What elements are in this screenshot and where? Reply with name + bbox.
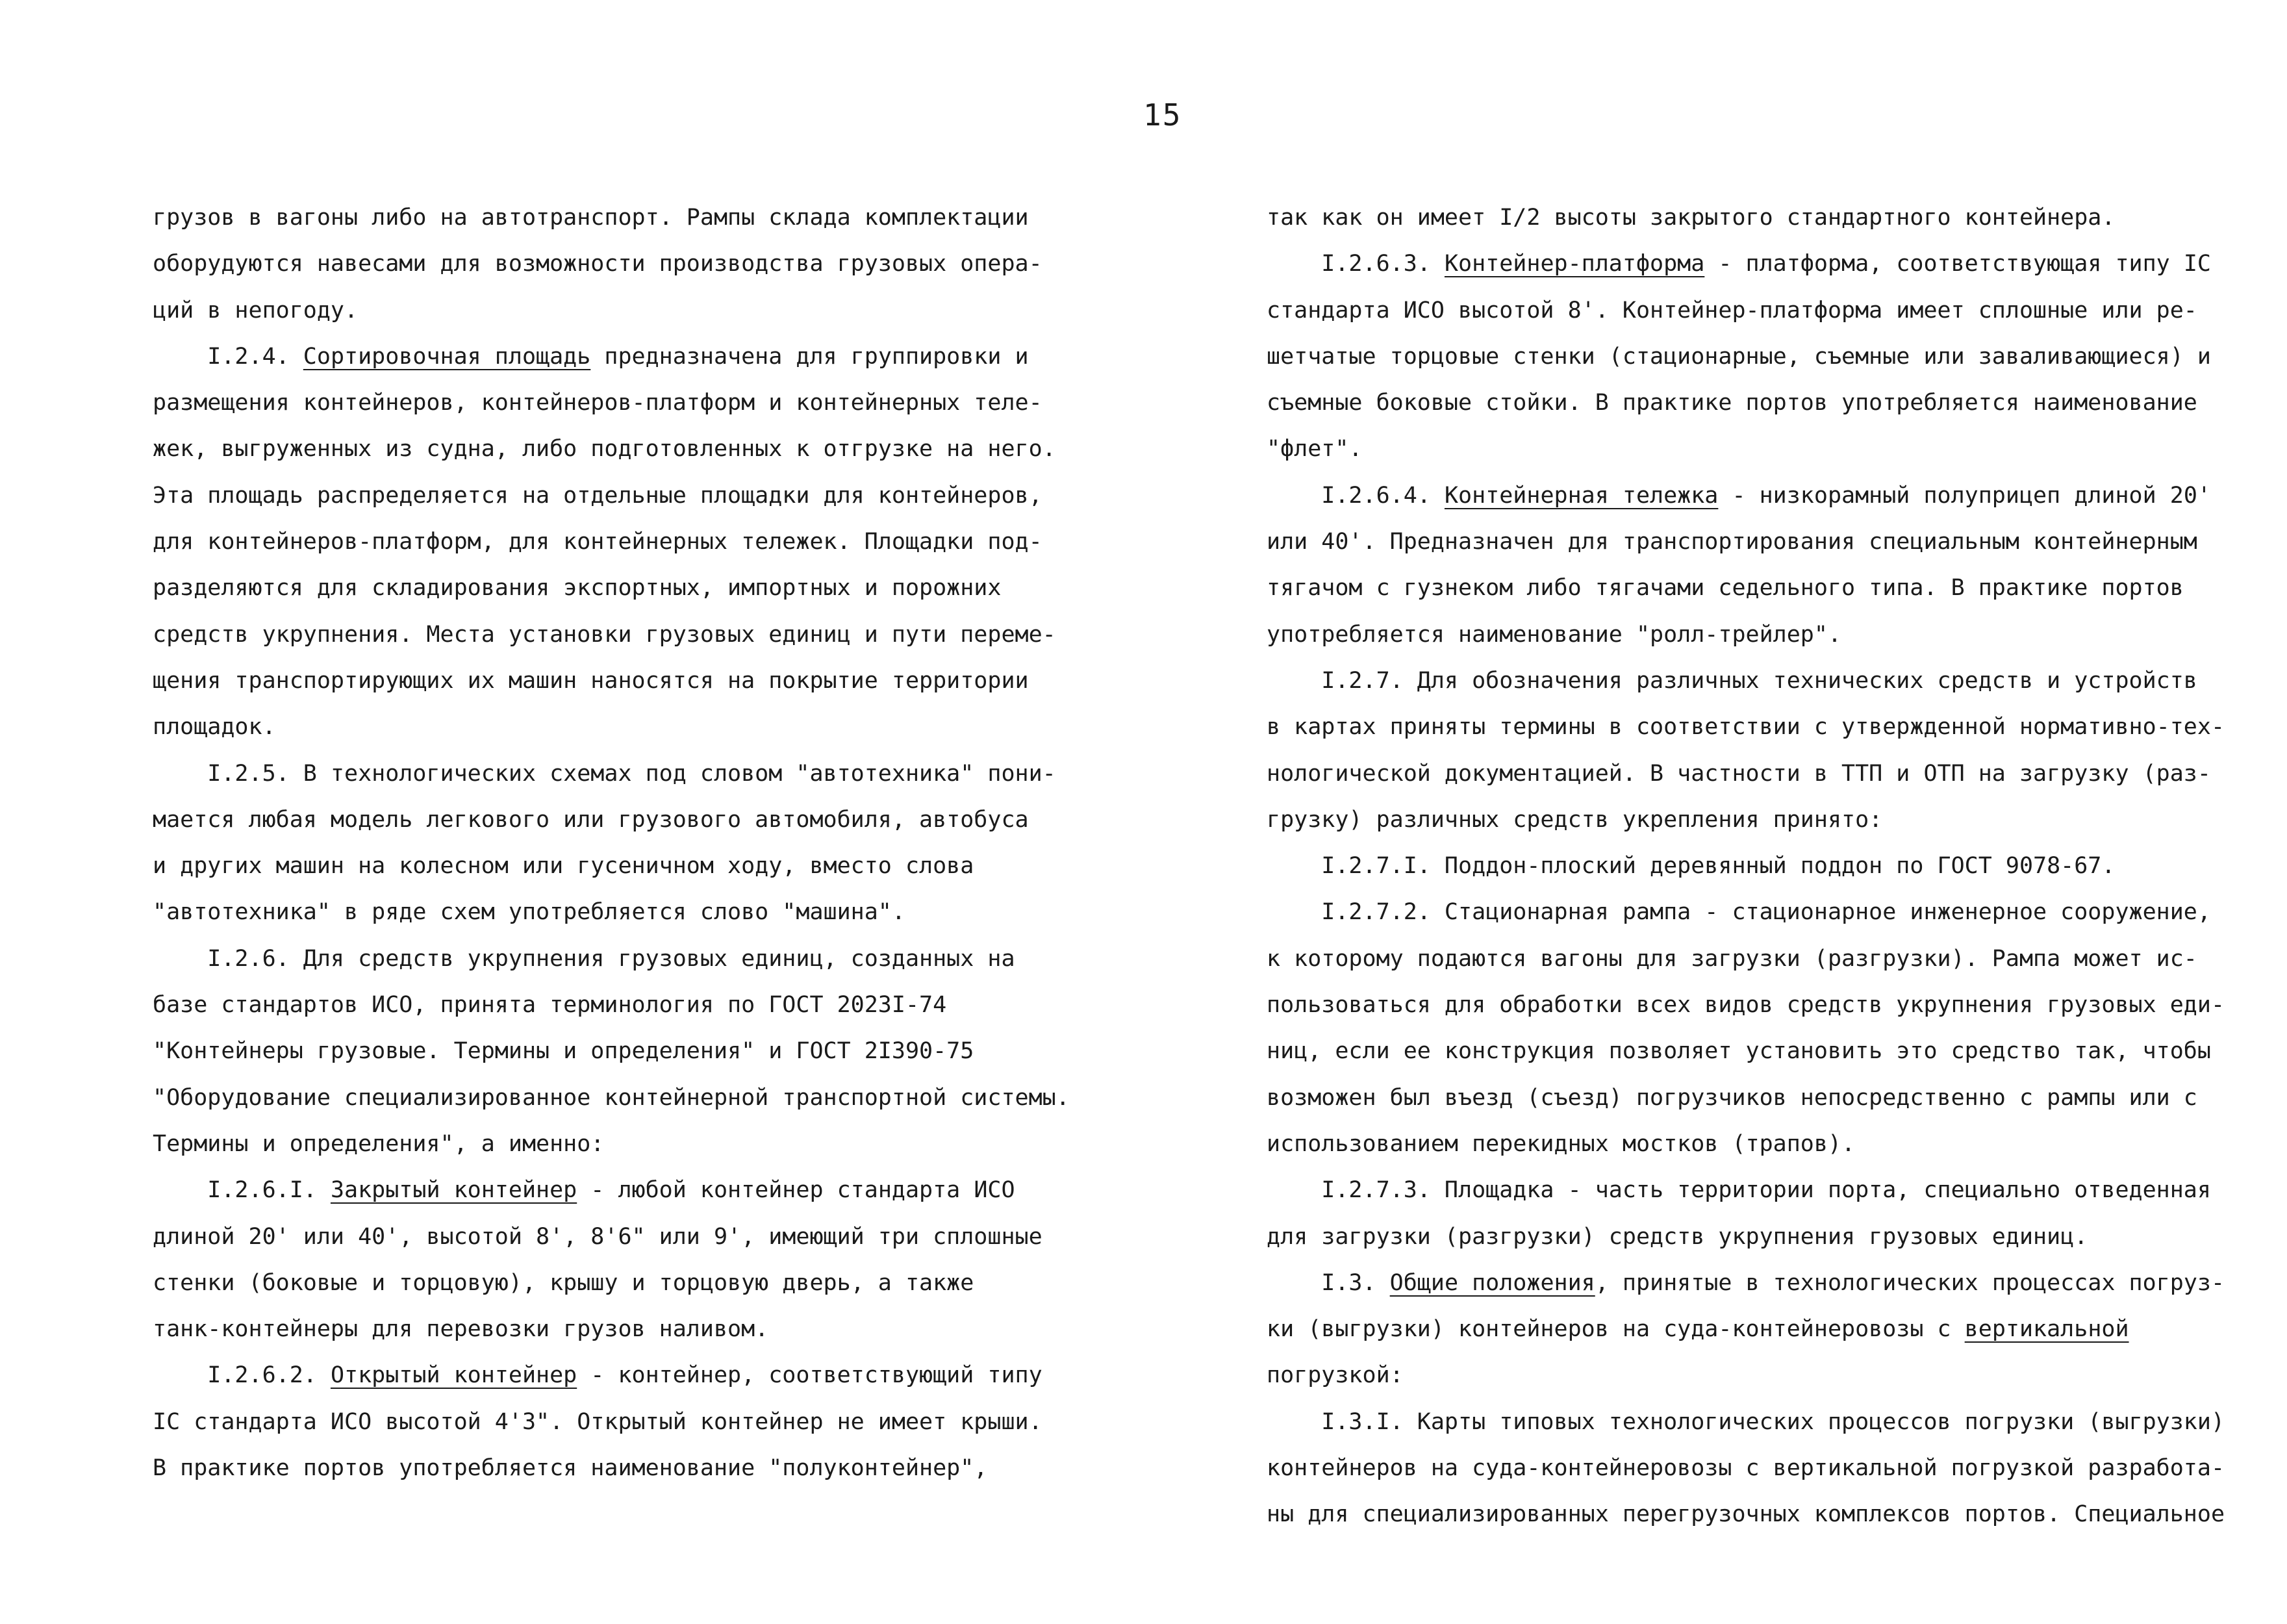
text-segment: танк-контейнеры для перевозки грузов наливом.: [153, 1316, 769, 1343]
text-segment: шетчатые торцовые стенки (стационарные, съемные или заваливающиеся) и: [1267, 343, 2211, 370]
text-line: [153, 704, 1107, 750]
text-line: [153, 380, 1107, 426]
text-segment: стандарта ИСО высотой 8'. Контейнер-платформа имеет сплошные или ре-: [1267, 297, 2197, 324]
text-segment: длиной 20' или 40', высотой 8', 8'6" или 9', имеющий три сплошные: [153, 1223, 1042, 1250]
text-line: [1267, 380, 2241, 426]
text-segment: съемные боковые стойки. В практике портов употребляется наименование: [1267, 390, 2197, 416]
text-segment: I.2.7.2. Стационарная рампа - стационарное инженерное сооружение,: [1267, 899, 2211, 926]
text-segment: для загрузки (разгрузки) средств укрупнения грузовых единиц.: [1267, 1223, 2088, 1250]
text-line: [153, 982, 1107, 1028]
underlined-term: вертикальной: [1964, 1316, 2129, 1343]
text-segment: к которому подаются вагоны для загрузки (разгрузки). Рампа может ис-: [1267, 945, 2197, 972]
text-line: [153, 1399, 1107, 1445]
text-line: [153, 1352, 1107, 1399]
underlined-term: Контейнер-платформа: [1444, 251, 1705, 277]
text-segment: I.2.6.4.: [1267, 482, 1445, 509]
text-segment: разделяются для складирования экспортных, импортных и порожних: [153, 575, 1002, 602]
text-segment: Эта площадь распределяется на отдельные площадки для контейнеров,: [153, 482, 1042, 509]
text-segment: грузку) различных средств укрепления принято:: [1267, 806, 1883, 833]
text-line: [153, 288, 1107, 334]
text-line: [1267, 982, 2241, 1028]
text-line: [1267, 473, 2241, 519]
text-line: [1267, 936, 2241, 982]
text-line: [153, 889, 1107, 935]
text-segment: I.2.5. В технологических схемах под словом "автотехника" пони-: [153, 760, 1056, 787]
text-line: [1267, 195, 2241, 241]
text-segment: пользоваться для обработки всех видов средств укрупнения грузовых еди-: [1267, 992, 2225, 1019]
text-line: [1267, 1445, 2241, 1491]
text-line: [153, 1214, 1107, 1260]
text-line: [153, 797, 1107, 843]
text-line: [1267, 658, 2241, 704]
text-segment: ки (выгрузки) контейнеров на суда-контейнеровозы с: [1267, 1316, 1965, 1343]
text-line: [153, 751, 1107, 797]
text-segment: оборудуются навесами для возможности производства грузовых опера-: [153, 251, 1042, 277]
text-line: [153, 1075, 1107, 1121]
text-segment: тягачом с гузнеком либо тягачами седельного типа. В практике портов: [1267, 575, 2184, 602]
text-line: [1267, 1121, 2241, 1167]
text-line: [1267, 519, 2241, 565]
text-line: [1267, 889, 2241, 935]
text-line: [1267, 1491, 2241, 1538]
text-segment: I.2.6. Для средств укрупнения грузовых единиц, созданных на: [153, 945, 1015, 972]
underlined-term: Сортировочная площадь: [303, 343, 591, 370]
text-line: [1267, 612, 2241, 658]
underlined-term: Контейнерная тележка: [1444, 482, 1719, 509]
text-segment: жек, выгруженных из судна, либо подготовленных к отгрузке на него.: [153, 436, 1056, 463]
text-segment: I.3.I. Карты типовых технологических процессов погрузки (выгрузки): [1267, 1408, 2225, 1435]
text-segment: IC стандарта ИСО высотой 4'3". Открытый контейнер не имеет крыши.: [153, 1408, 1042, 1435]
text-segment: контейнеров на суда-контейнеровозы с вертикальной погрузкой разработа-: [1267, 1455, 2225, 1482]
text-segment: или 40'. Предназначен для транспортирования специальным контейнерным: [1267, 529, 2197, 555]
text-line: [153, 1028, 1107, 1074]
text-segment: ны для специализированных перегрузочных комплексов портов. Специальное: [1267, 1501, 2225, 1528]
text-line: [153, 1306, 1107, 1352]
text-segment: возможен был въезд (съезд) погрузчиков непосредственно с рампы или с: [1267, 1084, 2197, 1111]
text-line: [1267, 1028, 2241, 1074]
text-segment: - низкорамный полуприцеп длиной 20': [1718, 482, 2211, 509]
text-line: [153, 612, 1107, 658]
text-segment: I.2.4.: [153, 343, 303, 370]
text-line: [153, 426, 1107, 472]
text-segment: нологической документацией. В частности в ТТП и ОТП на загрузку (раз-: [1267, 760, 2211, 787]
text-segment: так как он имеет I/2 высоты закрытого стандартного контейнера.: [1267, 205, 2116, 231]
text-line: [153, 334, 1107, 380]
text-line: [153, 565, 1107, 611]
text-segment: и других машин на колесном или гусеничном ходу, вместо слова: [153, 853, 974, 880]
text-segment: "автотехника" в ряде схем употребляется слово "машина".: [153, 899, 905, 926]
underlined-term: Открытый контейнер: [330, 1362, 577, 1389]
text-segment: I.2.6.3.: [1267, 251, 1445, 277]
text-segment: I.2.7. Для обозначения различных технических средств и устройств: [1267, 667, 2197, 694]
text-line: [1267, 426, 2241, 472]
text-line: [1267, 241, 2241, 287]
text-segment: мается любая модель легкового или грузового автомобиля, автобуса: [153, 806, 1029, 833]
text-line: [1267, 1167, 2241, 1213]
underlined-term: Общие положения: [1389, 1269, 1595, 1296]
text-line: [153, 519, 1107, 565]
text-segment: употребляется наименование "ролл-трейлер".: [1267, 621, 1842, 648]
text-segment: грузов в вагоны либо на автотранспорт. Рампы склада комплектации: [153, 205, 1029, 231]
text-line: [153, 1121, 1107, 1167]
text-segment: базе стандартов ИСО, принята терминология по ГОСТ 2023I-74: [153, 992, 947, 1019]
text-line: [1267, 1352, 2241, 1399]
text-segment: ций в непогоду.: [153, 297, 359, 324]
text-segment: I.2.6.I.: [153, 1177, 331, 1204]
text-line: [1267, 704, 2241, 750]
text-line: [153, 936, 1107, 982]
text-line: [153, 1260, 1107, 1306]
text-segment: I.2.6.2.: [153, 1362, 331, 1389]
text-segment: , принятые в технологических процессах погруз-: [1595, 1269, 2225, 1296]
text-line: [153, 241, 1107, 287]
text-line: [1267, 1260, 2241, 1306]
text-line: [1267, 797, 2241, 843]
text-segment: в картах приняты термины в соответствии с утвержденной нормативно-тех-: [1267, 714, 2225, 741]
text-segment: - контейнер, соответствующий типу: [577, 1362, 1042, 1389]
text-line: [1267, 843, 2241, 889]
text-segment: средств укрупнения. Места установки грузовых единиц и пути переме-: [153, 621, 1056, 648]
text-segment: ниц, если ее конструкция позволяет установить это средство так, чтобы: [1267, 1038, 2211, 1065]
text-segment: "флет".: [1267, 436, 1363, 463]
text-line: [1267, 1399, 2241, 1445]
text-line: [153, 195, 1107, 241]
text-line: [153, 843, 1107, 889]
text-segment: площадок.: [153, 714, 276, 741]
text-segment: - платформа, соответствующая типу IC: [1704, 251, 2211, 277]
text-segment: щения транспортирующих их машин наносятся на покрытие территории: [153, 667, 1029, 694]
text-segment: I.3.: [1267, 1269, 1390, 1296]
text-line: [153, 1445, 1107, 1491]
right-text-column: [1267, 195, 2241, 1538]
text-segment: - любой контейнер стандарта ИСО: [577, 1177, 1015, 1204]
text-segment: Термины и определения", а именно:: [153, 1130, 605, 1157]
text-segment: предназначена для группировки и: [590, 343, 1029, 370]
text-segment: "Оборудование специализированное контейнерной транспортной системы.: [153, 1084, 1070, 1111]
text-line: [1267, 1075, 2241, 1121]
text-line: [153, 658, 1107, 704]
text-segment: I.2.7.3. Площадка - часть территории порта, специально отведенная: [1267, 1177, 2211, 1204]
text-segment: использованием перекидных мостков (трапов).: [1267, 1130, 1856, 1157]
text-line: [1267, 565, 2241, 611]
text-line: [1267, 334, 2241, 380]
text-line: [1267, 288, 2241, 334]
text-line: [1267, 751, 2241, 797]
page-number: 15: [1143, 97, 1182, 133]
text-segment: для контейнеров-платформ, для контейнерных тележек. Площадки под-: [153, 529, 1042, 555]
text-line: [1267, 1214, 2241, 1260]
text-line: [153, 473, 1107, 519]
text-line: [1267, 1306, 2241, 1352]
text-line: [153, 1167, 1107, 1213]
text-segment: "Контейнеры грузовые. Термины и определения" и ГОСТ 2I390-75: [153, 1038, 974, 1065]
text-segment: В практике портов употребляется наименование "полуконтейнер",: [153, 1455, 988, 1482]
left-text-column: [153, 195, 1107, 1491]
text-segment: размещения контейнеров, контейнеров-платформ и контейнерных теле-: [153, 390, 1042, 416]
text-segment: I.2.7.I. Поддон-плоский деревянный поддон по ГОСТ 9078-67.: [1267, 853, 2116, 880]
text-segment: погрузкой:: [1267, 1362, 1404, 1389]
text-segment: стенки (боковые и торцовую), крышу и торцовую дверь, а также: [153, 1269, 974, 1296]
underlined-term: Закрытый контейнер: [330, 1177, 577, 1204]
